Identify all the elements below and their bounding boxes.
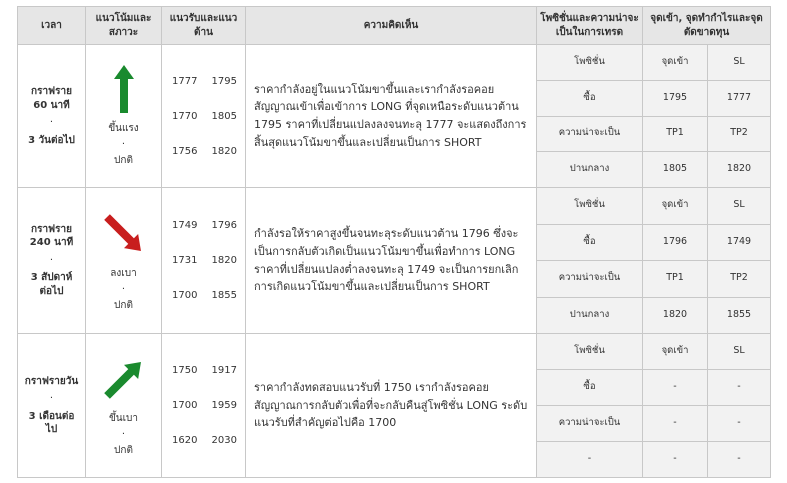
timeframe-text: 3 วันต่อไป bbox=[28, 134, 75, 146]
position-label: - bbox=[537, 441, 642, 477]
entry-exit-row bbox=[643, 151, 770, 187]
timeframe-text: · bbox=[49, 117, 54, 128]
timeframe-text: 3 เดือนต่อ bbox=[28, 410, 75, 422]
trend-cell bbox=[86, 334, 162, 478]
analysis-table bbox=[17, 6, 771, 478]
arrow-up-icon bbox=[86, 63, 161, 115]
entry-exit-row bbox=[643, 334, 770, 369]
entry-exit-row bbox=[643, 80, 770, 116]
entry-value: TP1 bbox=[666, 272, 684, 284]
header-entry-exit: จุดเข้า, จุดทำกำไรและจุดตัดขาดทุน bbox=[643, 7, 771, 45]
resistance-level: 1820 bbox=[211, 255, 237, 266]
exit-value: TP2 bbox=[707, 117, 770, 152]
entry-exit-cell bbox=[643, 188, 771, 334]
entry-value: TP1 bbox=[666, 127, 684, 139]
resistance-level: 1795 bbox=[211, 75, 237, 87]
trend-separator: · bbox=[121, 283, 126, 295]
entry-exit-row bbox=[643, 188, 770, 224]
levels-cell bbox=[162, 334, 246, 478]
entry-exit-row bbox=[643, 260, 770, 297]
trend-condition: ปกติ bbox=[114, 444, 133, 456]
timeframe-cell bbox=[18, 188, 86, 334]
level-pair bbox=[162, 99, 245, 134]
timeframe-text: · bbox=[49, 393, 54, 404]
header-support-resistance: แนวรับและแนวต้าน bbox=[162, 7, 246, 45]
level-pair bbox=[162, 388, 245, 423]
position-label: ปานกลาง bbox=[537, 297, 642, 334]
resistance-level: 1917 bbox=[211, 365, 237, 376]
arrow-up-right-icon bbox=[86, 353, 161, 405]
levels-cell bbox=[162, 45, 246, 188]
entry-exit-row bbox=[643, 369, 770, 405]
resistance-level: 2030 bbox=[211, 435, 237, 446]
exit-value: SL bbox=[707, 188, 770, 224]
timeframe-text: ต่อไป bbox=[39, 285, 64, 297]
support-level: 1700 bbox=[172, 400, 198, 411]
timeframe-text: 3 สัปดาห์ bbox=[30, 272, 73, 284]
position-label: ซื้อ bbox=[537, 80, 642, 116]
resistance-level: 1855 bbox=[211, 290, 237, 301]
trend-cell bbox=[86, 45, 162, 188]
trend-strength: ขึ้นเบา bbox=[108, 412, 139, 424]
resistance-level: 1820 bbox=[211, 145, 237, 157]
entry-value: - bbox=[673, 417, 677, 429]
position-label: โพซิชั่น bbox=[574, 199, 605, 211]
entry-exit-row bbox=[643, 441, 770, 477]
table-row bbox=[18, 334, 771, 478]
comment-cell: ราคากำลังอยู่ในแนวโน้มขาขึ้นและเรากำลังรอคอยสัญญาณเข้าเพื่อเข้าการ LONG ที่จุดเหนือระดับแนวต้าน 1795 ราคาที่เปลี่ยนแปลงลงจนทะลุ 1777 จะแสดงถึงการสิ้นสุดแนวโน้มขาขึ้นและเปลี่ยนเป็นการ SHORT bbox=[246, 45, 537, 188]
trend-condition: ปกติ bbox=[114, 299, 133, 311]
comment-cell: ราคากำลังทดสอบแนวรับที่ 1750 เรากำลังรอคอยสัญญาณการกลับตัวเพื่อที่จะกลับคืนสู่โพซิชั่น LONG ระดับแนวรับที่สำคัญต่อไปคือ 1700 bbox=[246, 334, 537, 478]
position-label: ซื้อ bbox=[537, 224, 642, 261]
resistance-level: 1805 bbox=[211, 110, 237, 122]
position-cell bbox=[537, 334, 643, 478]
level-pair bbox=[162, 64, 245, 99]
entry-value: - bbox=[673, 453, 677, 465]
entry-exit-row bbox=[643, 116, 770, 152]
support-level: 1620 bbox=[172, 435, 198, 446]
support-level: 1756 bbox=[172, 145, 198, 157]
timeframe-cell bbox=[18, 334, 86, 478]
table-row bbox=[18, 45, 771, 188]
position-label: ความน่าจะเป็น bbox=[537, 116, 642, 152]
arrow-down-right-icon bbox=[86, 208, 161, 260]
support-level: 1770 bbox=[172, 110, 198, 122]
table-row bbox=[18, 188, 771, 334]
timeframe-cell bbox=[18, 45, 86, 188]
trend-separator: · bbox=[121, 428, 126, 440]
timeframe-text: กราฟราย bbox=[31, 223, 72, 235]
exit-value: SL bbox=[707, 45, 770, 80]
entry-value: 1795 bbox=[662, 91, 688, 103]
entry-exit-cell bbox=[643, 334, 771, 478]
header-trend: แนวโน้มและสภาวะ bbox=[86, 7, 162, 45]
support-level: 1777 bbox=[172, 75, 198, 87]
level-pair bbox=[162, 423, 245, 458]
position-label: ความน่าจะเป็น bbox=[537, 260, 642, 297]
exit-value: - bbox=[707, 442, 770, 477]
exit-value: 1777 bbox=[707, 81, 770, 116]
trend-separator: · bbox=[121, 139, 126, 150]
trend-condition: ปกติ bbox=[114, 155, 133, 166]
position-cell bbox=[537, 188, 643, 334]
entry-exit-row bbox=[643, 45, 770, 80]
entry-exit-row bbox=[643, 224, 770, 261]
comment-cell: กำลังรอให้ราคาสูงขึ้นจนทะลุระดับแนวต้าน 1796 ซึ่งจะเป็นการกลับตัวเกิดเป็นแนวโน้มขาขึ้นเพื่อทำการ LONG ราคาที่เปลี่ยนแปลงต่ำลงจนทะลุ 1749 จะเป็นการยกเลิกการเกิดแนวโน้มขาขึ้นและเปลี่ยนเป็นการ SHORT bbox=[246, 188, 537, 334]
levels-cell bbox=[162, 188, 246, 334]
level-pair bbox=[162, 208, 245, 243]
position-cell bbox=[537, 45, 643, 188]
support-level: 1749 bbox=[172, 220, 198, 231]
entry-value: จุดเข้า bbox=[661, 345, 689, 357]
resistance-level: 1796 bbox=[211, 220, 237, 231]
entry-exit-row bbox=[643, 405, 770, 441]
support-level: 1700 bbox=[172, 290, 198, 301]
position-label: ซื้อ bbox=[537, 369, 642, 405]
exit-value: - bbox=[707, 406, 770, 441]
entry-exit-cell bbox=[643, 45, 771, 188]
level-pair bbox=[162, 134, 245, 169]
trend-cell bbox=[86, 188, 162, 334]
entry-value: 1820 bbox=[662, 308, 688, 320]
entry-value: จุดเข้า bbox=[661, 199, 689, 211]
header-position: โพซิชั่นและความน่าจะเป็นในการเทรด bbox=[537, 7, 643, 45]
entry-value: 1796 bbox=[662, 235, 688, 247]
position-label: ความน่าจะเป็น bbox=[537, 405, 642, 441]
entry-value: - bbox=[673, 381, 677, 393]
exit-value: 1820 bbox=[707, 152, 770, 187]
timeframe-text: 240 นาที bbox=[29, 237, 74, 249]
position-label: โพซิชั่น bbox=[574, 55, 605, 67]
level-pair bbox=[162, 353, 245, 388]
level-pair bbox=[162, 278, 245, 313]
trend-strength: ลงเบา bbox=[110, 267, 137, 279]
header-time: เวลา bbox=[18, 7, 86, 45]
position-label: โพซิชั่น bbox=[574, 345, 605, 357]
position-label: ปานกลาง bbox=[537, 151, 642, 187]
exit-value: 1855 bbox=[707, 298, 770, 334]
timeframe-text: 60 นาที bbox=[33, 99, 70, 111]
entry-exit-row bbox=[643, 297, 770, 334]
trend-strength: ขึ้นแรง bbox=[108, 123, 139, 134]
timeframe-text: กราฟรายวัน bbox=[24, 375, 79, 387]
entry-value: 1805 bbox=[662, 163, 688, 175]
timeframe-text: กราฟราย bbox=[31, 86, 72, 97]
exit-value: 1749 bbox=[707, 225, 770, 261]
support-level: 1750 bbox=[172, 365, 198, 376]
timeframe-text: ไป bbox=[45, 424, 58, 435]
table-header-row bbox=[18, 7, 771, 45]
exit-value: - bbox=[707, 370, 770, 405]
timeframe-text: · bbox=[49, 254, 54, 266]
support-level: 1731 bbox=[172, 255, 198, 266]
entry-value: จุดเข้า bbox=[661, 55, 689, 67]
exit-value: SL bbox=[707, 334, 770, 369]
analysis-table-wrapper bbox=[17, 6, 771, 478]
resistance-level: 1959 bbox=[211, 400, 237, 411]
header-comment: ความคิดเห็น bbox=[246, 7, 537, 45]
level-pair bbox=[162, 243, 245, 278]
exit-value: TP2 bbox=[707, 261, 770, 297]
